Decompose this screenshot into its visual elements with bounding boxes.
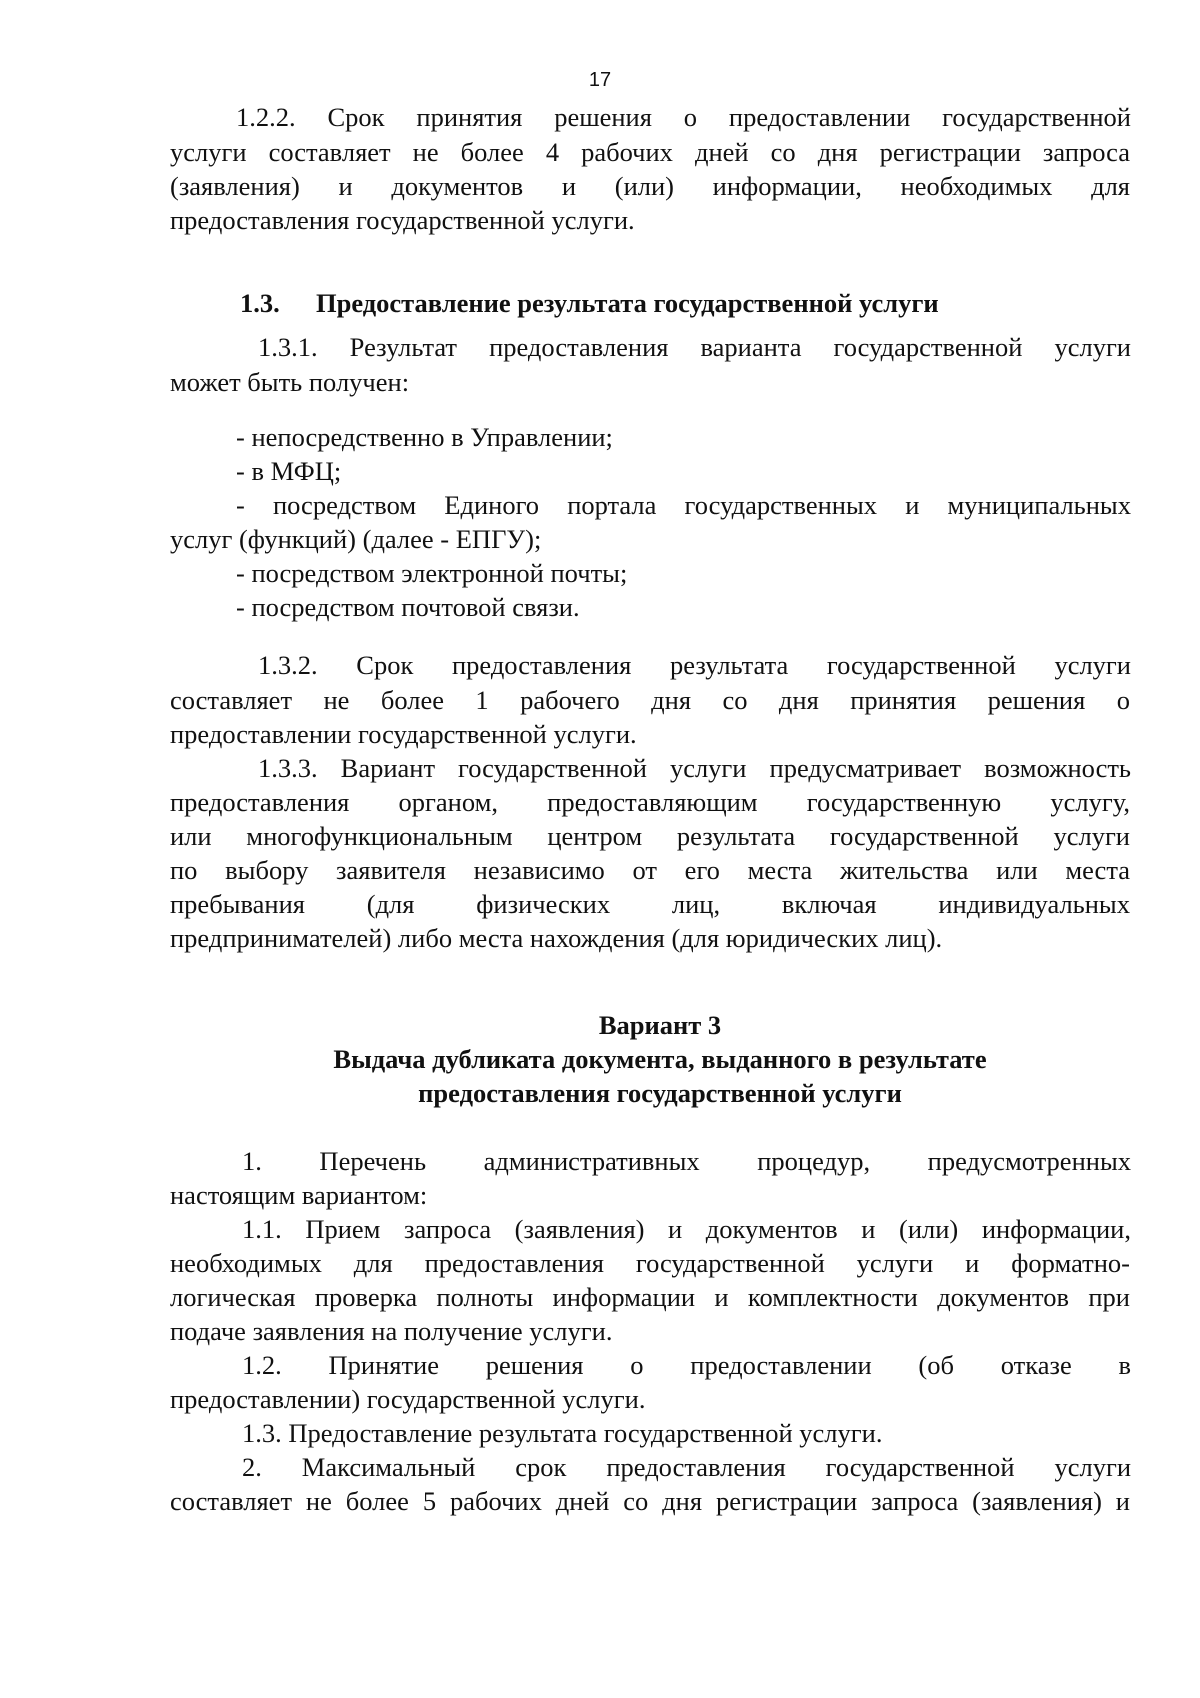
paragraph-1-3-3-line: предпринимателей) либо места нахождения (для юридических лиц). <box>170 923 943 953</box>
paragraph-1-2-2-line: (заявления) и документов и (или) информации, необходимых для <box>170 171 1130 201</box>
paragraph-1-3-3-line: предоставления органом, предоставляющим государственную услугу, <box>170 787 1130 817</box>
variant-number: Вариант 3 <box>598 1010 722 1040</box>
paragraph-1-2-2-line: 1.2.2. Срок принятия решения о предоставлении государственной <box>236 102 1131 132</box>
list-item: - посредством почтовой связи. <box>236 592 580 622</box>
page-number: 17 <box>588 69 612 91</box>
paragraph-1-3-1-line: может быть получен: <box>170 367 410 397</box>
section-number: 1.3. <box>240 288 280 318</box>
list-item: - непосредственно в Управлении; <box>236 422 613 452</box>
list-item: услуг (функций) (далее - ЕПГУ); <box>170 524 542 554</box>
paragraph-1-2-2-line: услуги составляет не более 4 рабочих дней со дня регистрации запроса <box>170 137 1130 167</box>
paragraph-1-2-line: предоставлении) государственной услуги. <box>170 1384 646 1414</box>
list-item: - посредством Единого портала государственных и муниципальных <box>236 490 1131 520</box>
paragraph-1-3-2-line: составляет не более 1 рабочего дня со дня принятия решения о <box>170 685 1130 715</box>
paragraph-1-3-3-line: пребывания (для физических лиц, включая индивидуальных <box>170 889 1130 919</box>
paragraph-1-line: 1. Перечень административных процедур, предусмотренных <box>242 1146 1131 1176</box>
paragraph-1-2-2-line: предоставления государственной услуги. <box>170 205 635 235</box>
list-item: - посредством электронной почты; <box>236 558 628 588</box>
paragraph-1-1-line: 1.1. Прием запроса (заявления) и документов и (или) информации, <box>242 1214 1131 1244</box>
paragraph-1-1-line: логическая проверка полноты информации и комплектности документов при <box>170 1282 1130 1312</box>
paragraph-1-1-line: подаче заявления на получение услуги. <box>170 1316 613 1346</box>
list-item: - в МФЦ; <box>236 456 342 486</box>
variant-title-line: Выдача дубликата документа, выданного в результате <box>333 1044 987 1074</box>
paragraph-2-line: составляет не более 5 рабочих дней со дня регистрации запроса (заявления) и <box>170 1486 1130 1516</box>
paragraph-1-2-line: 1.2. Принятие решения о предоставлении (об отказе в <box>242 1350 1131 1380</box>
paragraph-1-3-1-line: 1.3.1. Результат предоставления варианта государственной услуги <box>258 332 1131 362</box>
variant-title-line: предоставления государственной услуги <box>418 1078 902 1108</box>
section-title: Предоставление результата государственной услуги <box>316 288 939 318</box>
paragraph-1-3-3-line: 1.3.3. Вариант государственной услуги предусматривает возможность <box>258 753 1131 783</box>
paragraph-1-1-line: необходимых для предоставления государственной услуги и форматно- <box>170 1248 1130 1278</box>
paragraph-1-3-2-line: предоставлении государственной услуги. <box>170 719 637 749</box>
paragraph-1-3-3-line: или многофункциональным центром результата государственной услуги <box>170 821 1130 851</box>
paragraph-2-line: 2. Максимальный срок предоставления государственной услуги <box>242 1452 1131 1482</box>
paragraph-1-line: настоящим вариантом: <box>170 1180 428 1210</box>
paragraph-1-3-3-line: по выбору заявителя независимо от его места жительства или места <box>170 855 1130 885</box>
paragraph-1-3-2-line: 1.3.2. Срок предоставления результата государственной услуги <box>258 650 1131 680</box>
section-heading-1-3 <box>240 290 939 317</box>
paragraph-1-3-line: 1.3. Предоставление результата государственной услуги. <box>242 1418 883 1448</box>
